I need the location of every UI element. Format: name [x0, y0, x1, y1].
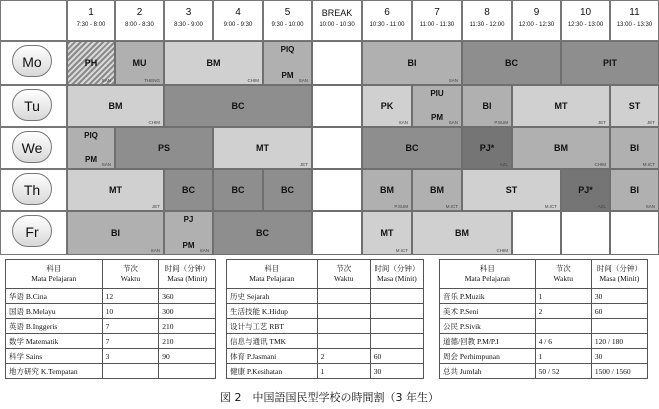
- period-count: [317, 334, 370, 349]
- minutes: [159, 364, 216, 379]
- teacher-code: JET: [151, 204, 160, 209]
- lesson-code-secondary: PM: [431, 113, 443, 122]
- minutes: 60: [591, 304, 647, 319]
- header-ms: Mata Pelajaran: [249, 274, 295, 283]
- subject-name: 生活技能 K.Hidup: [227, 304, 318, 319]
- subject-name: 设计与工艺 RBT: [227, 319, 318, 334]
- legend-header: [102, 260, 159, 289]
- table-row: [227, 334, 424, 349]
- lesson-mt: [362, 211, 412, 255]
- day-name: Th: [23, 182, 41, 198]
- minutes: 30: [591, 349, 647, 364]
- lesson-bm: [512, 127, 610, 169]
- lesson-code: BI: [407, 58, 417, 68]
- legend-header: [317, 260, 370, 289]
- table-row: [227, 364, 424, 379]
- lesson-code-secondary: PM: [85, 155, 97, 164]
- legend-header: [591, 260, 647, 289]
- lesson-code: PS: [157, 143, 170, 153]
- legend-table-1: [5, 259, 216, 379]
- lesson-code: PK: [380, 101, 394, 111]
- period-header-7: [412, 0, 462, 41]
- subject-name: 英语 B.Inggeris: [6, 319, 103, 334]
- subject-name: 美术 P.Seni: [440, 304, 536, 319]
- table-row: [6, 304, 216, 319]
- period-time: 7:30 - 8:00: [76, 22, 106, 28]
- lesson-code: ST: [628, 101, 641, 111]
- period-number: 3: [185, 7, 192, 18]
- subject-name: 华语 B.Cina: [6, 289, 103, 304]
- header-ms: Mata Pelajaran: [31, 274, 77, 283]
- empty-slot: [312, 169, 362, 211]
- teacher-code: AZL: [597, 204, 606, 209]
- empty-slot: [312, 211, 362, 255]
- subject-name: 信息与通讯 TMK: [227, 334, 318, 349]
- lesson-mt: [512, 85, 610, 127]
- legend-header: [440, 260, 536, 289]
- teacher-code: P.SUM: [494, 120, 508, 125]
- lesson-st: [462, 169, 561, 211]
- period-count: 1: [317, 364, 370, 379]
- teacher-code: SAN: [298, 78, 308, 83]
- table-row: [6, 364, 216, 379]
- lesson-code: PIU: [430, 89, 444, 98]
- lesson-code: BM: [554, 143, 568, 153]
- header-ms: Masa (Minit): [599, 274, 640, 283]
- table-row: [227, 349, 424, 364]
- empty-slot: [312, 41, 362, 85]
- period-count: 50 / 52: [535, 364, 591, 379]
- teacher-code: P.SUM: [394, 204, 408, 209]
- lesson-bc: [362, 127, 462, 169]
- minutes: [370, 304, 423, 319]
- teacher-code: AZL: [499, 162, 508, 167]
- period-number: BREAK: [321, 8, 353, 18]
- minutes: 30: [370, 364, 423, 379]
- period-count: 7: [102, 319, 159, 334]
- teacher-code: M.ICT: [395, 248, 408, 253]
- lesson-code: PJ*: [479, 143, 495, 153]
- legend-header: [159, 260, 216, 289]
- period-number: 8: [484, 7, 490, 18]
- teacher-code: JET: [597, 120, 606, 125]
- lesson-code: PIQ: [84, 131, 98, 140]
- lesson-code: BM: [380, 185, 394, 195]
- header-zh: 节次: [555, 264, 571, 273]
- lesson-code: BM: [430, 185, 444, 195]
- header-zh: 时间（分钟）: [164, 264, 210, 273]
- period-count: 12: [102, 289, 159, 304]
- period-number: 6: [384, 7, 390, 18]
- empty-slot: [512, 211, 561, 255]
- period-count: 1: [535, 349, 591, 364]
- legend-header: [370, 260, 423, 289]
- header-ms: Waktu: [120, 274, 141, 283]
- lesson-code: BC: [182, 185, 195, 195]
- period-count: [317, 289, 370, 304]
- lesson-code: BC: [231, 185, 245, 195]
- period-number: 1: [88, 7, 94, 18]
- day-badge: [12, 45, 52, 77]
- lesson-ph: [67, 41, 115, 85]
- empty-slot: [312, 127, 362, 169]
- period-number: 7: [434, 7, 440, 18]
- period-header-2: [115, 0, 164, 41]
- minutes: 1500 / 1560: [591, 364, 647, 379]
- minutes: 360: [159, 289, 216, 304]
- legend-table-2: [226, 259, 424, 379]
- lesson-bc: [213, 169, 263, 211]
- period-time: 10:00 - 10:30: [319, 22, 355, 28]
- legend-header: [227, 260, 318, 289]
- teacher-code: SAN: [645, 204, 655, 209]
- minutes: [370, 319, 423, 334]
- period-time: 8:30 - 9:00: [174, 22, 203, 28]
- lesson-bc: [164, 85, 312, 127]
- lesson-bc: [263, 169, 312, 211]
- day-cell-we: [0, 127, 67, 169]
- subject-name: 地方研究 K.Tempatan: [6, 364, 103, 379]
- corner-cell: [0, 0, 67, 41]
- day-badge: [12, 215, 52, 247]
- period-count: [317, 304, 370, 319]
- day-name: Mo: [22, 54, 42, 70]
- table-row: [6, 349, 216, 364]
- lesson-bm: [164, 41, 263, 85]
- lesson-code: BI: [630, 143, 639, 153]
- period-time: 12:00 - 12:30: [518, 22, 555, 28]
- period-count: 4 / 6: [535, 334, 591, 349]
- teacher-code: JET: [299, 162, 308, 167]
- teacher-code: M.ICT: [445, 204, 458, 209]
- teacher-code: CHIM: [594, 162, 606, 167]
- lesson-code: BI: [482, 101, 492, 111]
- table-row: [6, 334, 216, 349]
- period-time: 8:00 - 8:30: [125, 22, 154, 28]
- lesson-ps: [115, 127, 213, 169]
- header-zh: 时间（分钟）: [596, 264, 642, 273]
- minutes: 90: [159, 349, 216, 364]
- day-name: Tu: [24, 98, 40, 114]
- table-row: [440, 349, 648, 364]
- empty-slot: [610, 211, 659, 255]
- day-name: Fr: [25, 224, 39, 240]
- lesson-code: PJ: [183, 215, 194, 224]
- teacher-code: SAN: [101, 162, 111, 167]
- period-header-10: [561, 0, 610, 41]
- lesson-piq: [67, 127, 115, 169]
- period-header-5: [263, 0, 312, 41]
- day-badge: [12, 173, 52, 205]
- day-cell-mo: [0, 41, 67, 85]
- period-number: 4: [235, 7, 241, 18]
- lesson-bc: [164, 169, 213, 211]
- teacher-code: THENG: [144, 78, 160, 83]
- minutes: [370, 289, 423, 304]
- teacher-code: SAN: [448, 120, 458, 125]
- lesson-pj: [164, 211, 213, 255]
- teacher-code: CHIM: [247, 78, 259, 83]
- day-cell-tu: [0, 85, 67, 127]
- lesson-bm: [412, 169, 462, 211]
- teacher-code: SAN: [448, 78, 458, 83]
- period-number: 5: [284, 7, 291, 18]
- period-count: [102, 364, 159, 379]
- header-zh: 科目: [264, 264, 280, 273]
- subject-name: 音乐 P.Muzik: [440, 289, 536, 304]
- lesson-bc: [213, 211, 312, 255]
- day-cell-th: [0, 169, 67, 211]
- table-row: [6, 289, 216, 304]
- subject-name: 体育 P.Jasmani: [227, 349, 318, 364]
- period-count: 2: [317, 349, 370, 364]
- teacher-code: SAN: [101, 78, 111, 83]
- day-name: We: [21, 140, 43, 156]
- teacher-code: SAN: [398, 120, 408, 125]
- lesson-mu: [115, 41, 164, 85]
- table-row: [440, 319, 648, 334]
- table-row: [6, 319, 216, 334]
- lesson-code: ST: [505, 185, 518, 195]
- header-ms: Waktu: [334, 274, 354, 283]
- lesson-pjstar: [462, 127, 512, 169]
- header-ms: Waktu: [553, 274, 573, 283]
- lesson-bi: [362, 41, 462, 85]
- header-ms: Masa (Minit): [377, 274, 417, 283]
- lesson-code: BC: [405, 143, 419, 153]
- lesson-code: PIQ: [280, 45, 295, 54]
- lesson-st: [610, 85, 659, 127]
- period-count: 10: [102, 304, 159, 319]
- minutes: 210: [159, 334, 216, 349]
- lesson-code: MU: [132, 58, 147, 68]
- lesson-mt: [213, 127, 312, 169]
- subject-name: 公民 P.Sivik: [440, 319, 536, 334]
- lesson-code: BC: [256, 228, 269, 238]
- period-number: 11: [629, 7, 640, 18]
- teacher-code: JET: [646, 120, 655, 125]
- legend-header: [6, 260, 103, 289]
- lesson-code: BC: [231, 101, 245, 111]
- subject-name: 周会 Perhimpunan: [440, 349, 536, 364]
- subject-name: 总共 Jumlah: [440, 364, 536, 379]
- table-row: [440, 304, 648, 319]
- lesson-code: MT: [109, 185, 122, 195]
- teacher-code: CHIM: [496, 248, 508, 253]
- header-ms: Masa (Minit): [167, 274, 208, 283]
- figure-caption: 図 2 中国語国民型学校の時間割（3 年生）: [220, 391, 439, 404]
- lesson-bi: [462, 85, 512, 127]
- lesson-pjstar: [561, 169, 610, 211]
- teacher-code: CHIM: [148, 120, 160, 125]
- period-header-break: [312, 0, 362, 41]
- period-time: 9:30 - 10:00: [271, 22, 304, 28]
- period-header-1: [67, 0, 115, 41]
- period-header-9: [512, 0, 561, 41]
- lesson-code: BI: [630, 185, 639, 195]
- lesson-code: BM: [108, 101, 123, 111]
- table-row: [227, 304, 424, 319]
- period-count: [317, 319, 370, 334]
- lesson-code: MT: [256, 143, 269, 153]
- lesson-code-secondary: PM: [182, 241, 195, 250]
- subject-name: 科学 Sains: [6, 349, 103, 364]
- header-zh: 节次: [122, 264, 138, 273]
- table-row: [440, 289, 648, 304]
- lesson-piq: [263, 41, 312, 85]
- period-number: 10: [579, 7, 592, 18]
- period-time: 12:30 - 13:00: [567, 22, 604, 28]
- table-row: [440, 334, 648, 349]
- period-time: 10:30 - 11:00: [369, 22, 405, 28]
- lesson-piu: [412, 85, 462, 127]
- period-time: 13:00 - 13:30: [616, 22, 653, 28]
- lesson-code-secondary: PM: [281, 71, 294, 80]
- empty-slot: [312, 85, 362, 127]
- lesson-code: MT: [380, 228, 394, 238]
- period-count: 7: [102, 334, 159, 349]
- lesson-code: MT: [554, 101, 568, 111]
- table-row: [227, 319, 424, 334]
- day-cell-fr: [0, 211, 67, 255]
- lesson-bm: [412, 211, 512, 255]
- header-ms: Mata Pelajaran: [464, 274, 510, 283]
- minutes: [591, 319, 647, 334]
- period-header-8: [462, 0, 512, 41]
- period-number: 9: [533, 7, 540, 18]
- header-zh: 科目: [46, 264, 62, 273]
- lesson-bi: [610, 127, 659, 169]
- period-time: 11:00 - 11:30: [419, 22, 455, 28]
- lesson-bc: [462, 41, 561, 85]
- lesson-bm: [362, 169, 412, 211]
- period-time: 11:30 - 12:00: [469, 22, 505, 28]
- minutes: 60: [370, 349, 423, 364]
- header-zh: 时间（分钟）: [374, 264, 420, 273]
- subject-name: 国语 B.Melayu: [6, 304, 103, 319]
- lesson-mt: [67, 169, 164, 211]
- lesson-bi: [610, 169, 659, 211]
- period-number: 2: [136, 7, 143, 18]
- teacher-code: M.ICT: [642, 162, 655, 167]
- table-row: [440, 364, 648, 379]
- lesson-pk: [362, 85, 412, 127]
- lesson-code: BC: [505, 58, 518, 68]
- table-row: [227, 289, 424, 304]
- lesson-code: BM: [206, 58, 221, 68]
- legend-header: [535, 260, 591, 289]
- period-count: 3: [102, 349, 159, 364]
- empty-slot: [561, 211, 610, 255]
- minutes: 300: [159, 304, 216, 319]
- period-count: 1: [535, 289, 591, 304]
- period-header-3: [164, 0, 213, 41]
- legend-table-3: [439, 259, 648, 379]
- lesson-code: BM: [455, 228, 469, 238]
- lesson-bm: [67, 85, 164, 127]
- lesson-bi: [67, 211, 164, 255]
- period-header-6: [362, 0, 412, 41]
- subject-name: 数学 Matematik: [6, 334, 103, 349]
- lesson-code: PIT: [602, 58, 617, 68]
- teacher-code: SAN: [199, 248, 209, 253]
- subject-name: 历史 Sejarah: [227, 289, 318, 304]
- lesson-pit: [561, 41, 659, 85]
- period-count: [535, 319, 591, 334]
- minutes: 30: [591, 289, 647, 304]
- day-badge: [12, 89, 52, 121]
- period-time: 9:00 - 9:30: [223, 22, 253, 28]
- lesson-code: BI: [111, 228, 120, 238]
- subject-name: 健康 P.Kesihatan: [227, 364, 318, 379]
- period-count: 2: [535, 304, 591, 319]
- period-header-11: [610, 0, 659, 41]
- lesson-code: PJ*: [578, 185, 593, 195]
- lesson-code: BC: [281, 185, 294, 195]
- header-zh: 科目: [479, 264, 495, 273]
- teacher-code: M.ICT: [544, 204, 557, 209]
- minutes: 210: [159, 319, 216, 334]
- header-zh: 节次: [336, 264, 352, 273]
- lesson-code: PH: [84, 58, 98, 68]
- teacher-code: SAN: [150, 248, 160, 253]
- subject-name: 道德/回教 P.M/P.I: [440, 334, 536, 349]
- minutes: [370, 334, 423, 349]
- minutes: 120 / 180: [591, 334, 647, 349]
- day-badge: [12, 131, 52, 163]
- period-header-4: [213, 0, 263, 41]
